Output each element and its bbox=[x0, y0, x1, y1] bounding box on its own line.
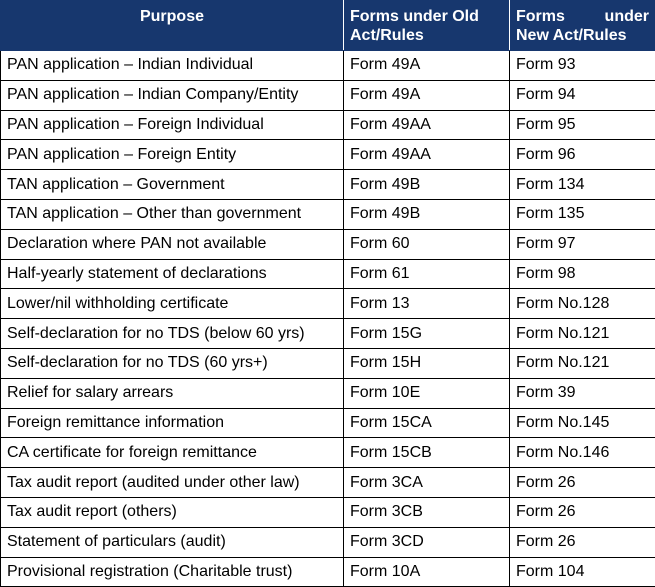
table-row bbox=[1, 259, 655, 289]
header-old-line2: Act/Rules bbox=[350, 26, 503, 45]
table-row bbox=[1, 289, 655, 319]
cell-old-form: Form 13 bbox=[344, 289, 510, 319]
table-row bbox=[1, 110, 655, 140]
cell-new-form: Form 93 bbox=[510, 51, 655, 81]
cell-purpose: Declaration where PAN not available bbox=[1, 229, 344, 259]
cell-purpose: Provisional registration (Charitable trust) bbox=[1, 557, 344, 587]
cell-old-form: Form 15H bbox=[344, 348, 510, 378]
table-row bbox=[1, 229, 655, 259]
cell-purpose: CA certificate for foreign remittance bbox=[1, 438, 344, 468]
table-row bbox=[1, 199, 655, 229]
cell-old-form: Form 49B bbox=[344, 170, 510, 200]
cell-new-form: Form 135 bbox=[510, 199, 655, 229]
header-old-forms bbox=[344, 1, 510, 51]
header-new-forms bbox=[510, 1, 655, 51]
cell-new-form: Form 26 bbox=[510, 468, 655, 498]
cell-new-form: Form No.145 bbox=[510, 408, 655, 438]
cell-old-form: Form 49A bbox=[344, 51, 510, 81]
header-new-word2: under bbox=[605, 7, 649, 26]
cell-new-form: Form 97 bbox=[510, 229, 655, 259]
table-row bbox=[1, 170, 655, 200]
cell-new-form: Form 39 bbox=[510, 378, 655, 408]
table-row bbox=[1, 468, 655, 498]
cell-new-form: Form 134 bbox=[510, 170, 655, 200]
header-new-line2: New Act/Rules bbox=[516, 26, 649, 45]
cell-old-form: Form 3CB bbox=[344, 497, 510, 527]
table-row bbox=[1, 80, 655, 110]
cell-old-form: Form 15CB bbox=[344, 438, 510, 468]
cell-purpose: Half-yearly statement of declarations bbox=[1, 259, 344, 289]
cell-purpose: Lower/nil withholding certificate bbox=[1, 289, 344, 319]
cell-old-form: Form 3CA bbox=[344, 468, 510, 498]
table-header bbox=[1, 1, 655, 51]
table-row bbox=[1, 319, 655, 349]
cell-old-form: Form 49AA bbox=[344, 110, 510, 140]
cell-new-form: Form No.128 bbox=[510, 289, 655, 319]
cell-purpose: Tax audit report (others) bbox=[1, 497, 344, 527]
cell-purpose: Tax audit report (audited under other law) bbox=[1, 468, 344, 498]
table-row bbox=[1, 348, 655, 378]
cell-new-form: Form No.146 bbox=[510, 438, 655, 468]
cell-old-form: Form 60 bbox=[344, 229, 510, 259]
cell-old-form: Form 61 bbox=[344, 259, 510, 289]
header-row bbox=[1, 1, 655, 51]
cell-purpose: Self-declaration for no TDS (60 yrs+) bbox=[1, 348, 344, 378]
table-row bbox=[1, 408, 655, 438]
cell-purpose: TAN application – Government bbox=[1, 170, 344, 200]
cell-purpose: Foreign remittance information bbox=[1, 408, 344, 438]
table-row bbox=[1, 557, 655, 587]
table-row bbox=[1, 378, 655, 408]
cell-old-form: Form 49A bbox=[344, 80, 510, 110]
cell-old-form: Form 3CD bbox=[344, 527, 510, 557]
cell-purpose: PAN application – Foreign Entity bbox=[1, 140, 344, 170]
cell-purpose: PAN application – Indian Company/Entity bbox=[1, 80, 344, 110]
table-row bbox=[1, 438, 655, 468]
cell-old-form: Form 49B bbox=[344, 199, 510, 229]
header-purpose: Purpose bbox=[1, 1, 344, 51]
cell-purpose: TAN application – Other than government bbox=[1, 199, 344, 229]
table-body bbox=[1, 51, 655, 587]
cell-purpose: Self-declaration for no TDS (below 60 yrs) bbox=[1, 319, 344, 349]
cell-purpose: Statement of particulars (audit) bbox=[1, 527, 344, 557]
table-row bbox=[1, 527, 655, 557]
cell-purpose: Relief for salary arrears bbox=[1, 378, 344, 408]
cell-old-form: Form 15G bbox=[344, 319, 510, 349]
table-row bbox=[1, 51, 655, 81]
cell-purpose: PAN application – Foreign Individual bbox=[1, 110, 344, 140]
table-row bbox=[1, 140, 655, 170]
cell-new-form: Form No.121 bbox=[510, 348, 655, 378]
cell-new-form: Form 95 bbox=[510, 110, 655, 140]
cell-old-form: Form 15CA bbox=[344, 408, 510, 438]
cell-old-form: Form 49AA bbox=[344, 140, 510, 170]
header-new-word1: Forms bbox=[516, 7, 565, 26]
cell-new-form: Form No.121 bbox=[510, 319, 655, 349]
cell-new-form: Form 104 bbox=[510, 557, 655, 587]
cell-new-form: Form 96 bbox=[510, 140, 655, 170]
header-old-line1: Forms under Old bbox=[350, 7, 503, 26]
cell-new-form: Form 26 bbox=[510, 497, 655, 527]
table-row bbox=[1, 497, 655, 527]
cell-old-form: Form 10A bbox=[344, 557, 510, 587]
cell-new-form: Form 26 bbox=[510, 527, 655, 557]
cell-new-form: Form 98 bbox=[510, 259, 655, 289]
cell-old-form: Form 10E bbox=[344, 378, 510, 408]
cell-new-form: Form 94 bbox=[510, 80, 655, 110]
cell-purpose: PAN application – Indian Individual bbox=[1, 51, 344, 81]
header-new-line1 bbox=[516, 7, 649, 26]
